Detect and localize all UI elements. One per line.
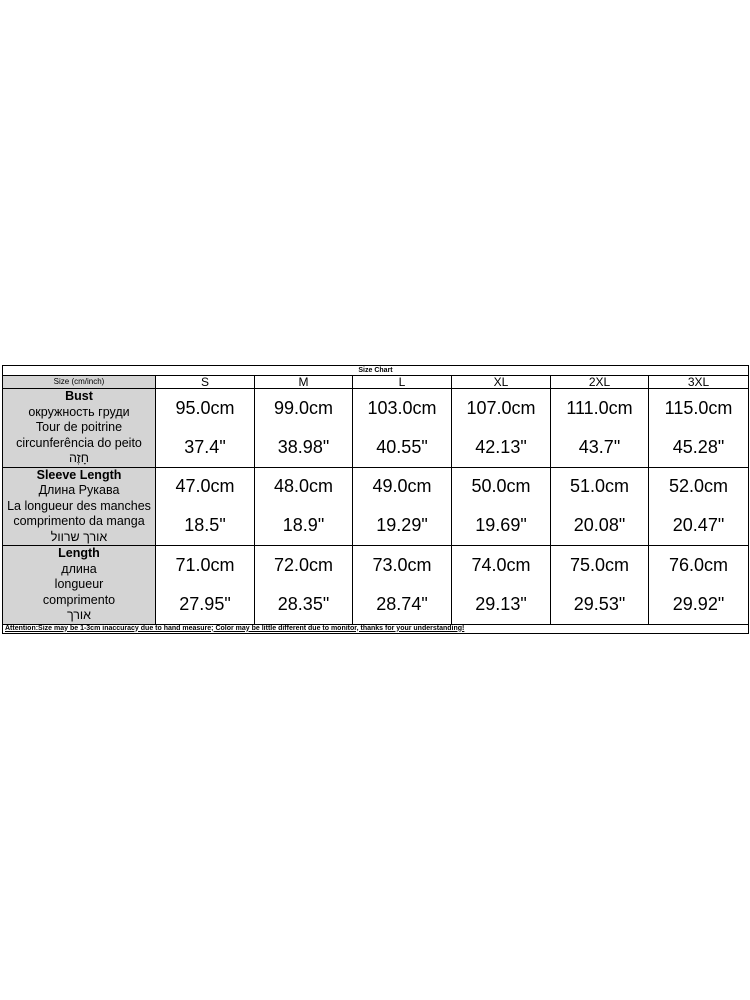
header-row xyxy=(3,376,749,389)
value-cell: 29.92" xyxy=(649,585,749,624)
label-line: Bust xyxy=(65,389,93,403)
value-cell: 71.0cm xyxy=(156,546,255,585)
value-cell: 49.0cm xyxy=(353,467,452,506)
value-cell: 76.0cm xyxy=(649,546,749,585)
label-line: Length xyxy=(58,546,100,560)
label-line: Длина Рукава xyxy=(38,483,120,497)
value-cell: 115.0cm xyxy=(649,389,749,428)
size-header-3xl: 3XL xyxy=(649,376,749,389)
value-cell: 107.0cm xyxy=(452,389,551,428)
value-cell: 45.28" xyxy=(649,428,749,467)
label-line: Tour de poitrine xyxy=(35,420,123,434)
value-cell: 18.9" xyxy=(255,506,353,545)
value-cell: 42.13" xyxy=(452,428,551,467)
label-line: Sleeve Length xyxy=(36,467,122,482)
value-cell: 19.69" xyxy=(452,506,551,545)
value-cell: 73.0cm xyxy=(353,546,452,585)
value-cell: 40.55" xyxy=(353,428,452,467)
value-cell: 28.74" xyxy=(353,585,452,624)
label-line: circunferência do peito xyxy=(16,435,142,450)
row-label-length xyxy=(3,546,156,625)
value-cell: 43.7" xyxy=(551,428,649,467)
size-header-l: L xyxy=(353,376,452,389)
value-cell: 95.0cm xyxy=(156,389,255,428)
value-cell: 52.0cm xyxy=(649,467,749,506)
size-header-xl: XL xyxy=(452,376,551,389)
value-cell: 38.98" xyxy=(255,428,353,467)
value-cell: 75.0cm xyxy=(551,546,649,585)
value-cell: 18.5" xyxy=(156,506,255,545)
size-chart xyxy=(2,365,748,634)
attention-note: Attention:Size may be 1-3cm inaccuracy due to hand measure; Color may be little different due to monitor, thanks for your understanding! xyxy=(3,624,749,633)
value-cell: 51.0cm xyxy=(551,467,649,506)
label-line: comprimento xyxy=(42,592,116,607)
size-header-2xl: 2XL xyxy=(551,376,649,389)
value-cell: 20.47" xyxy=(649,506,749,545)
value-cell: 50.0cm xyxy=(452,467,551,506)
value-cell: 48.0cm xyxy=(255,467,353,506)
chart-title: Size Chart xyxy=(3,366,749,376)
value-cell: 72.0cm xyxy=(255,546,353,585)
value-cell: 111.0cm xyxy=(551,389,649,428)
value-cell: 103.0cm xyxy=(353,389,452,428)
value-cell: 99.0cm xyxy=(255,389,353,428)
value-cell: 29.13" xyxy=(452,585,551,624)
size-unit-label: Size (cm/inch) xyxy=(3,376,156,389)
table-row xyxy=(3,467,749,506)
label-line: La longueur des manches xyxy=(7,498,151,513)
label-line: אורך שרוול xyxy=(50,529,108,544)
value-cell: 37.4" xyxy=(156,428,255,467)
value-cell: 20.08" xyxy=(551,506,649,545)
value-cell: 27.95" xyxy=(156,585,255,624)
size-chart-table xyxy=(2,365,749,634)
label-line: אורך xyxy=(66,608,92,622)
size-header-s: S xyxy=(156,376,255,389)
value-cell: 47.0cm xyxy=(156,467,255,506)
value-cell: 74.0cm xyxy=(452,546,551,585)
value-cell: 28.35" xyxy=(255,585,353,624)
label-line: חָזֶה xyxy=(69,451,89,465)
label-line: окружность груди xyxy=(28,404,130,419)
label-line: longueur xyxy=(54,577,104,591)
table-row xyxy=(3,546,749,585)
row-label-sleeve-length xyxy=(3,467,156,546)
table-row xyxy=(3,389,749,428)
label-line: длина xyxy=(61,561,97,576)
value-cell: 29.53" xyxy=(551,585,649,624)
size-header-m: M xyxy=(255,376,353,389)
value-cell: 19.29" xyxy=(353,506,452,545)
label-line: comprimento da manga xyxy=(13,514,145,528)
row-label-bust xyxy=(3,389,156,468)
